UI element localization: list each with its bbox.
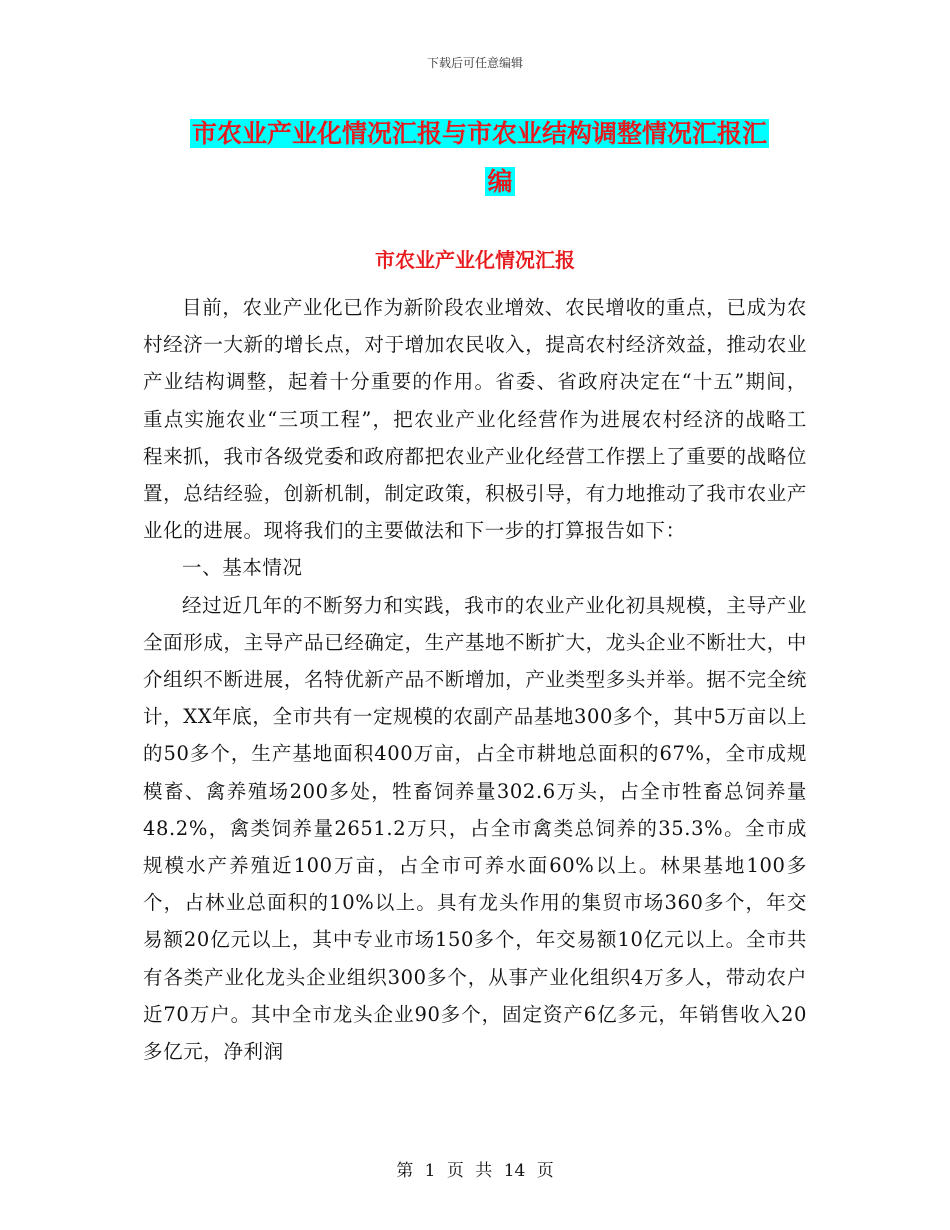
- document-title: [190, 110, 810, 206]
- section-title: 市农业产业化情况汇报: [375, 248, 575, 272]
- title-line-1: 市农业产业化情况汇报与市农业结构调整情况汇报汇: [192, 119, 768, 148]
- paragraph: 经过近几年的不断努力和实践，我市的农业产业化初具规模，主导产业全面形成，主导产品已经确定，生产基地不断扩大，龙头企业不断壮大，中介组织不断进展，名特优新产品不断增加，产业类型多头并举。据不完全统计，XX年底，全市共有一定规模的农副产品基地300多个，其中5万亩以上的50多个，生产基地面积400万亩，占全市耕地总面积的67%，全市成规模畜、禽养殖场200多处，牲畜饲养量302.6万头，占全市牲畜总饲养量48.2%，禽类饲养量2651.2万只，占全市禽类总饲养的35.3%。全市成规模水产养殖近100万亩，占全市可养水面60%以上。林果基地100多个，占林业总面积的10%以上。具有龙头作用的集贸市场360多个，年交易额20亿元以上，其中专业市场150多个，年交易额10亿元以上。全市共有各类产业化龙头企业组织300多个，从事产业化组织4万多人，带动农户近70万户。其中全市龙头企业90多个，固定资产6亿多元，年销售收入20多亿元，净利润: [143, 593, 807, 1064]
- title-line-2: 编: [487, 167, 513, 196]
- page-footer: 第 1 页 共 14 页: [396, 1161, 554, 1181]
- section-heading: 一、基本情况: [182, 556, 303, 580]
- header-note: 下载后可任意编辑: [426, 56, 523, 70]
- paragraph: 目前，农业产业化已作为新阶段农业增效、农民增收的重点，已成为农村经济一大新的增长点，对于增加农民收入，提高农村经济效益，推动农业产业结构调整，起着十分重要的作用。省委、省政府决定在“十五”期间，重点实施农业“三项工程”，把农业产业化经营作为进展农村经济的战略工程来抓，我市各级党委和政府都把农业产业化经营工作摆上了重要的战略位置，总结经验，创新机制，制定政策，积极引导，有力地推动了我市农业产业化的进展。现将我们的主要做法和下一步的打算报告如下：: [143, 296, 807, 543]
- document-body: [143, 289, 807, 1070]
